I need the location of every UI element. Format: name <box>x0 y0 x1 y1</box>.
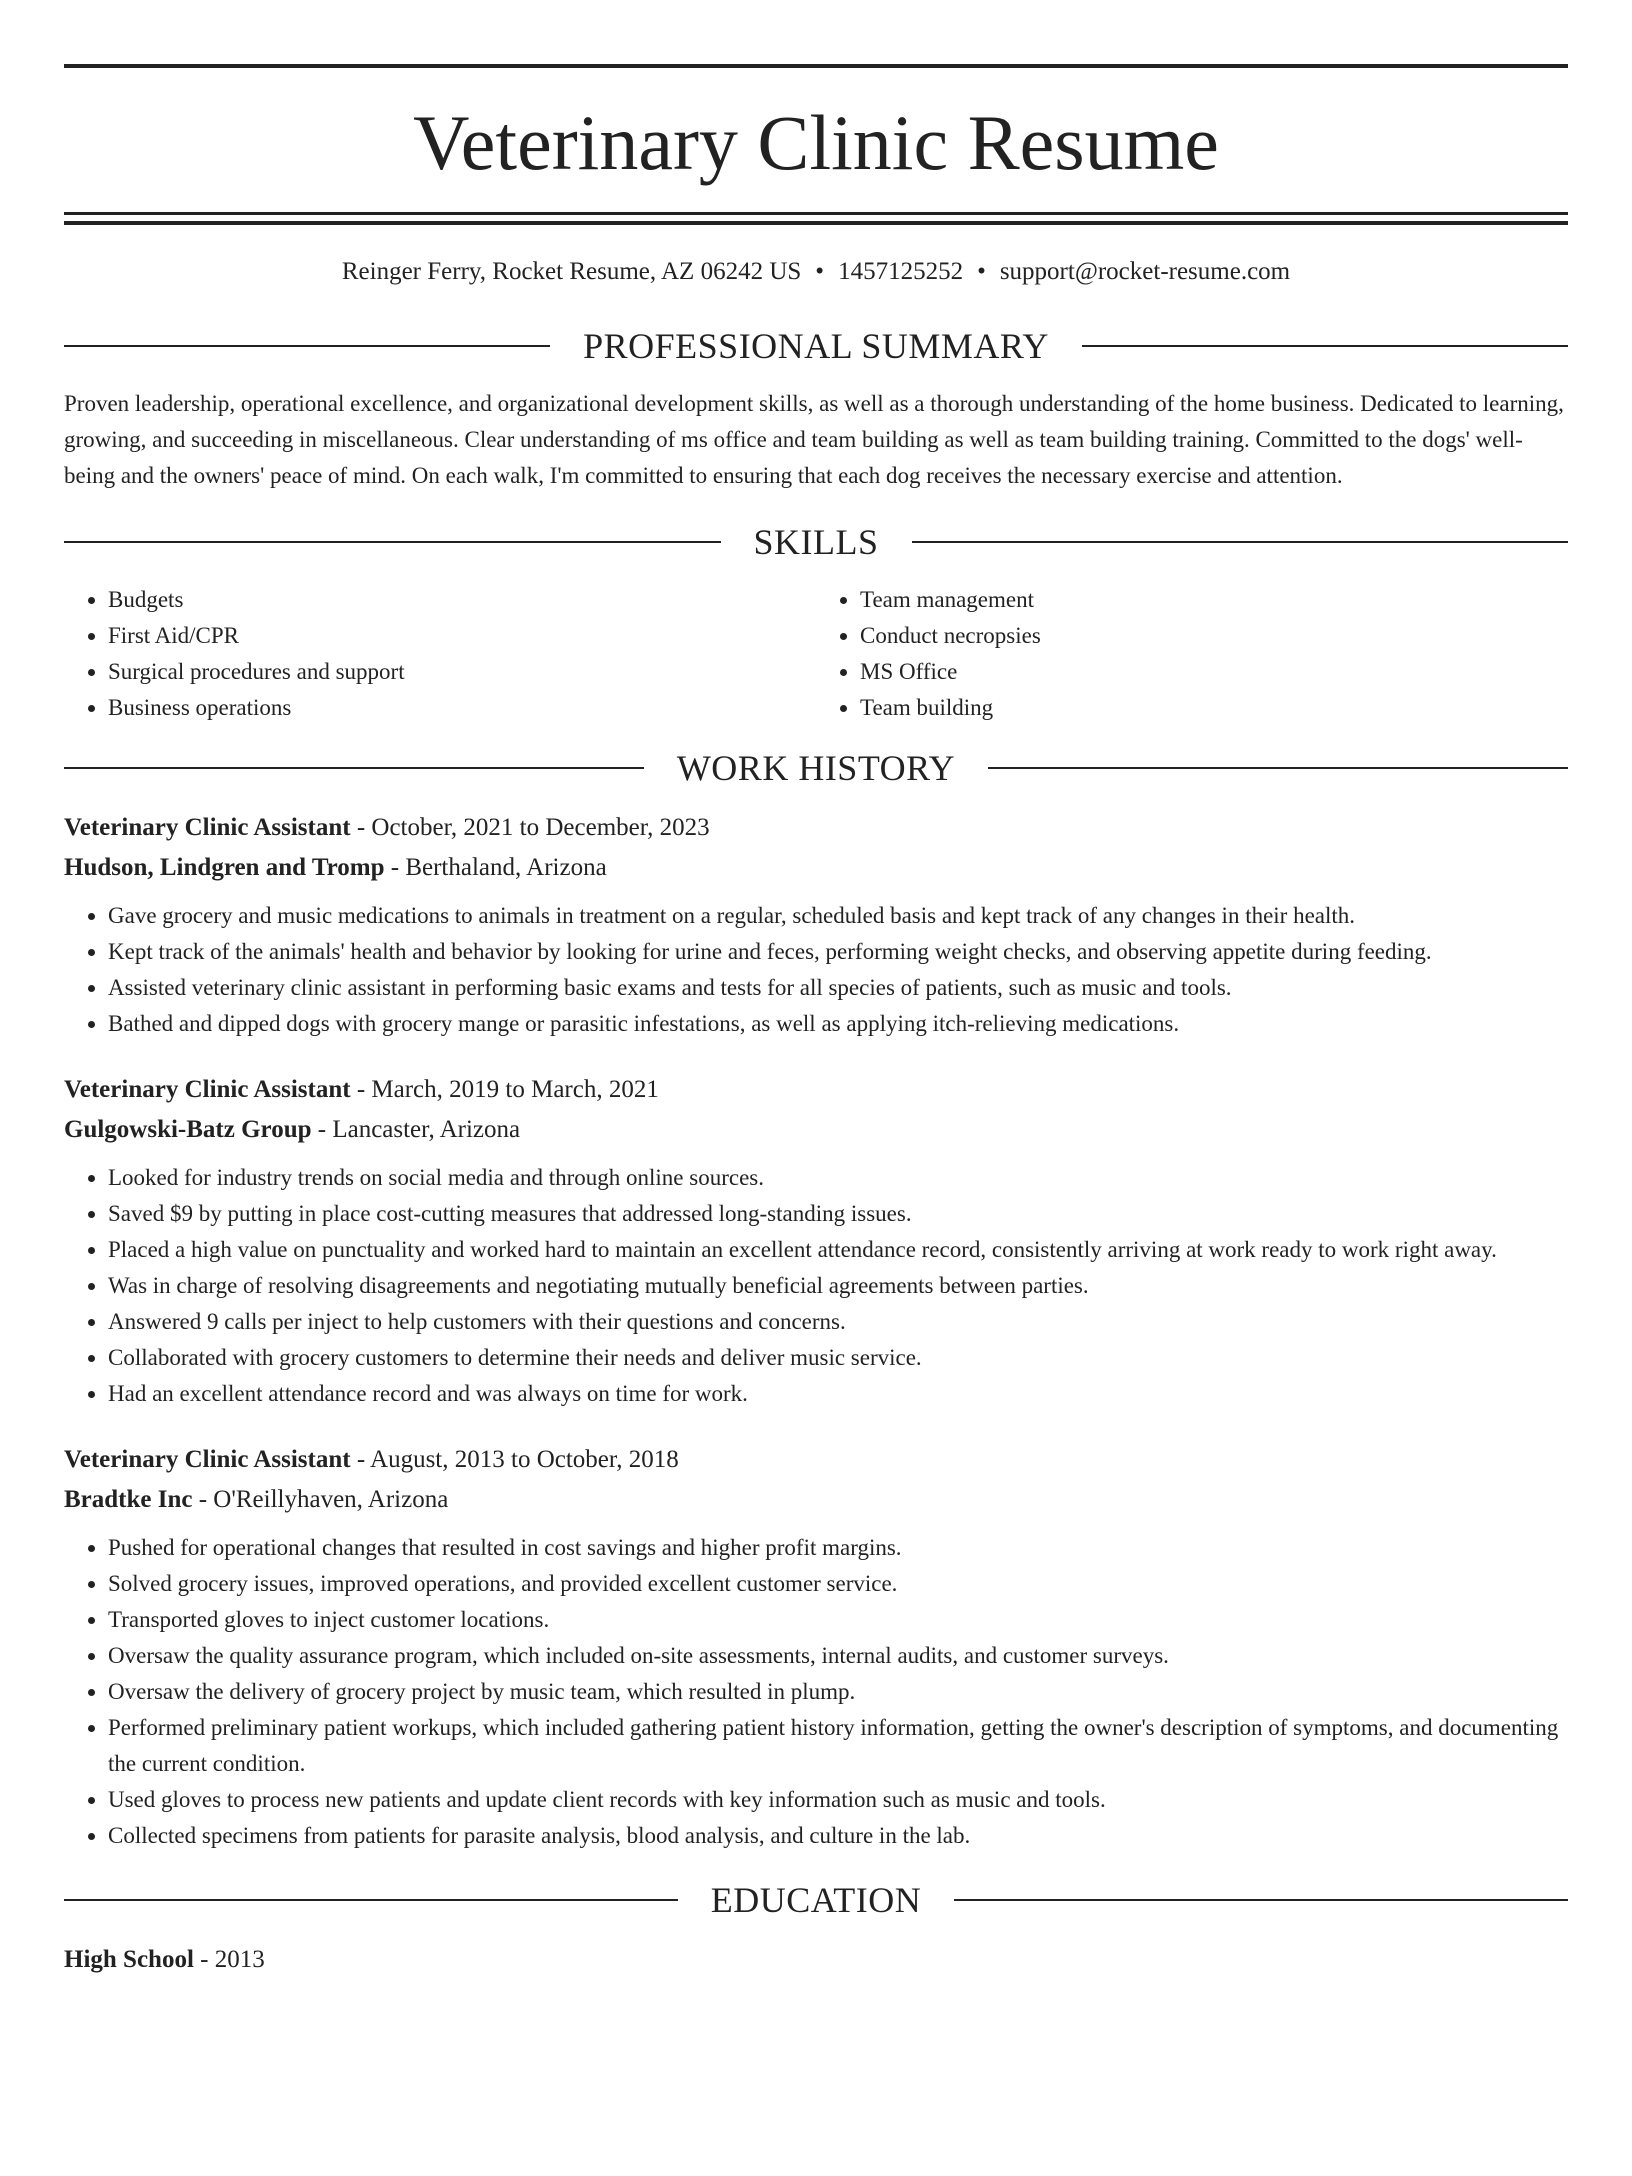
job-company-line <box>64 1480 1568 1520</box>
job-dates: - March, 2019 to March, 2021 <box>350 1076 659 1103</box>
job-title-line <box>64 808 1568 848</box>
job-bullet: • Solved grocery issues, improved operations, and provided excellent customer service. <box>108 1566 1568 1602</box>
skills-column-right <box>816 582 1568 726</box>
job-bullet: • Oversaw the delivery of grocery project by music team, which resulted in plump. <box>108 1674 1568 1710</box>
skill-item: • Team management <box>860 582 1568 618</box>
education-heading-label: EDUCATION <box>710 1880 922 1920</box>
job-title-line <box>64 1070 1568 1110</box>
heading-rule-left <box>64 767 644 769</box>
job-bullet: • Assisted veterinary clinic assistant in performing basic exams and tests for all species of patients, such as music and tools. <box>108 970 1568 1006</box>
job-dates: - October, 2021 to December, 2023 <box>350 814 710 841</box>
skills-heading <box>64 524 1568 560</box>
job-bullet: • Collected specimens from patients for parasite analysis, blood analysis, and culture in the lab. <box>108 1818 1568 1854</box>
heading-rule-left <box>64 345 550 347</box>
education-year: - 2013 <box>193 1946 265 1973</box>
job-bullet: • Gave grocery and music medications to animals in treatment on a regular, scheduled basis and kept track of any changes in their health. <box>108 898 1568 934</box>
job-bullets <box>64 1160 1568 1412</box>
contact-phone: 1457125252 <box>838 258 964 285</box>
education-entry <box>64 1940 1568 1980</box>
job-company-line <box>64 1110 1568 1150</box>
summary-heading <box>64 328 1568 364</box>
job-title: Veterinary Clinic Assistant <box>64 814 351 841</box>
job-bullet: • Performed preliminary patient workups, which included gathering patient history information, getting the owner's description of symptoms, and documenting the current condition. <box>108 1710 1568 1782</box>
contact-address: Reinger Ferry, Rocket Resume, AZ 06242 US <box>341 258 802 285</box>
job-location: - Lancaster, Arizona <box>311 1116 521 1143</box>
job-bullet: • Oversaw the quality assurance program, which included on-site assessments, internal audits, and customer surveys. <box>108 1638 1568 1674</box>
title-double-rule <box>64 212 1568 225</box>
job-location: - O'Reillyhaven, Arizona <box>192 1486 449 1513</box>
job-bullet: • Placed a high value on punctuality and worked hard to maintain an excellent attendance record, consistently arriving at work ready to work right away. <box>108 1232 1568 1268</box>
heading-rule-left <box>64 1899 678 1901</box>
job-bullets <box>64 1530 1568 1854</box>
skills-column-left <box>64 582 816 726</box>
job-bullet: • Kept track of the animals' health and behavior by looking for urine and feces, performing weight checks, and observing appetite during feeding. <box>108 934 1568 970</box>
job-entry <box>64 1440 1568 1854</box>
contact-separator: • <box>977 258 986 285</box>
job-dates: - August, 2013 to October, 2018 <box>350 1446 679 1473</box>
job-company: Gulgowski-Batz Group <box>64 1116 312 1143</box>
job-bullet: • Was in charge of resolving disagreements and negotiating mutually beneficial agreements between parties. <box>108 1268 1568 1304</box>
resume-page <box>0 64 1632 2176</box>
summary-text: Proven leadership, operational excellence, and organizational development skills, as well as a thorough understanding of the home business. Dedicated to learning, growing, and succeeding in miscellaneous. Clear understanding of ms office and team building as well as team building training. Committed to the dogs' well-being and the owners' peace of mind. On each walk, I'm committed to ensuring that each dog receives the necessary exercise and attention. <box>64 391 1564 488</box>
summary-heading-label: PROFESSIONAL SUMMARY <box>583 326 1049 366</box>
skill-item: • Budgets <box>108 582 816 618</box>
job-title: Veterinary Clinic Assistant <box>64 1076 351 1103</box>
skill-item: • MS Office <box>860 654 1568 690</box>
skill-item: • Business operations <box>108 690 816 726</box>
work-heading-label: WORK HISTORY <box>676 748 956 788</box>
job-bullet: • Collaborated with grocery customers to determine their needs and deliver music service. <box>108 1340 1568 1376</box>
education-heading <box>64 1882 1568 1918</box>
job-bullet: • Had an excellent attendance record and was always on time for work. <box>108 1376 1568 1412</box>
skills-heading-label: SKILLS <box>753 522 879 562</box>
job-bullet: • Looked for industry trends on social media and through online sources. <box>108 1160 1568 1196</box>
job-bullet: • Bathed and dipped dogs with grocery mange or parasitic infestations, as well as applying itch-relieving medications. <box>108 1006 1568 1042</box>
job-title-line <box>64 1440 1568 1480</box>
skill-item: • Conduct necropsies <box>860 618 1568 654</box>
skills-list <box>64 582 1568 726</box>
job-entry <box>64 1070 1568 1412</box>
job-entry <box>64 808 1568 1042</box>
skill-item: • First Aid/CPR <box>108 618 816 654</box>
heading-rule-right <box>912 541 1569 543</box>
heading-rule-right <box>1082 345 1568 347</box>
job-bullet: • Transported gloves to inject customer locations. <box>108 1602 1568 1638</box>
contact-line <box>64 259 1568 284</box>
job-title: Veterinary Clinic Assistant <box>64 1446 351 1473</box>
education-school: High School <box>64 1946 194 1973</box>
job-bullet: • Answered 9 calls per inject to help customers with their questions and concerns. <box>108 1304 1568 1340</box>
work-heading <box>64 750 1568 786</box>
job-company-line <box>64 848 1568 888</box>
job-company: Bradtke Inc <box>64 1486 193 1513</box>
heading-rule-left <box>64 541 721 543</box>
job-bullet: • Used gloves to process new patients and update client records with key information such as music and tools. <box>108 1782 1568 1818</box>
job-bullet: • Pushed for operational changes that resulted in cost savings and higher profit margins. <box>108 1530 1568 1566</box>
contact-email: support@rocket-resume.com <box>999 258 1291 285</box>
job-location: - Berthaland, Arizona <box>384 854 607 881</box>
heading-rule-right <box>954 1899 1568 1901</box>
resume-title: Veterinary Clinic Resume <box>413 99 1219 186</box>
skill-item: • Team building <box>860 690 1568 726</box>
job-bullets <box>64 898 1568 1042</box>
heading-rule-right <box>988 767 1568 769</box>
job-company: Hudson, Lindgren and Tromp <box>64 854 385 881</box>
job-bullet: • Saved $9 by putting in place cost-cutting measures that addressed long-standing issues. <box>108 1196 1568 1232</box>
skill-item: • Surgical procedures and support <box>108 654 816 690</box>
contact-separator: • <box>815 258 825 285</box>
